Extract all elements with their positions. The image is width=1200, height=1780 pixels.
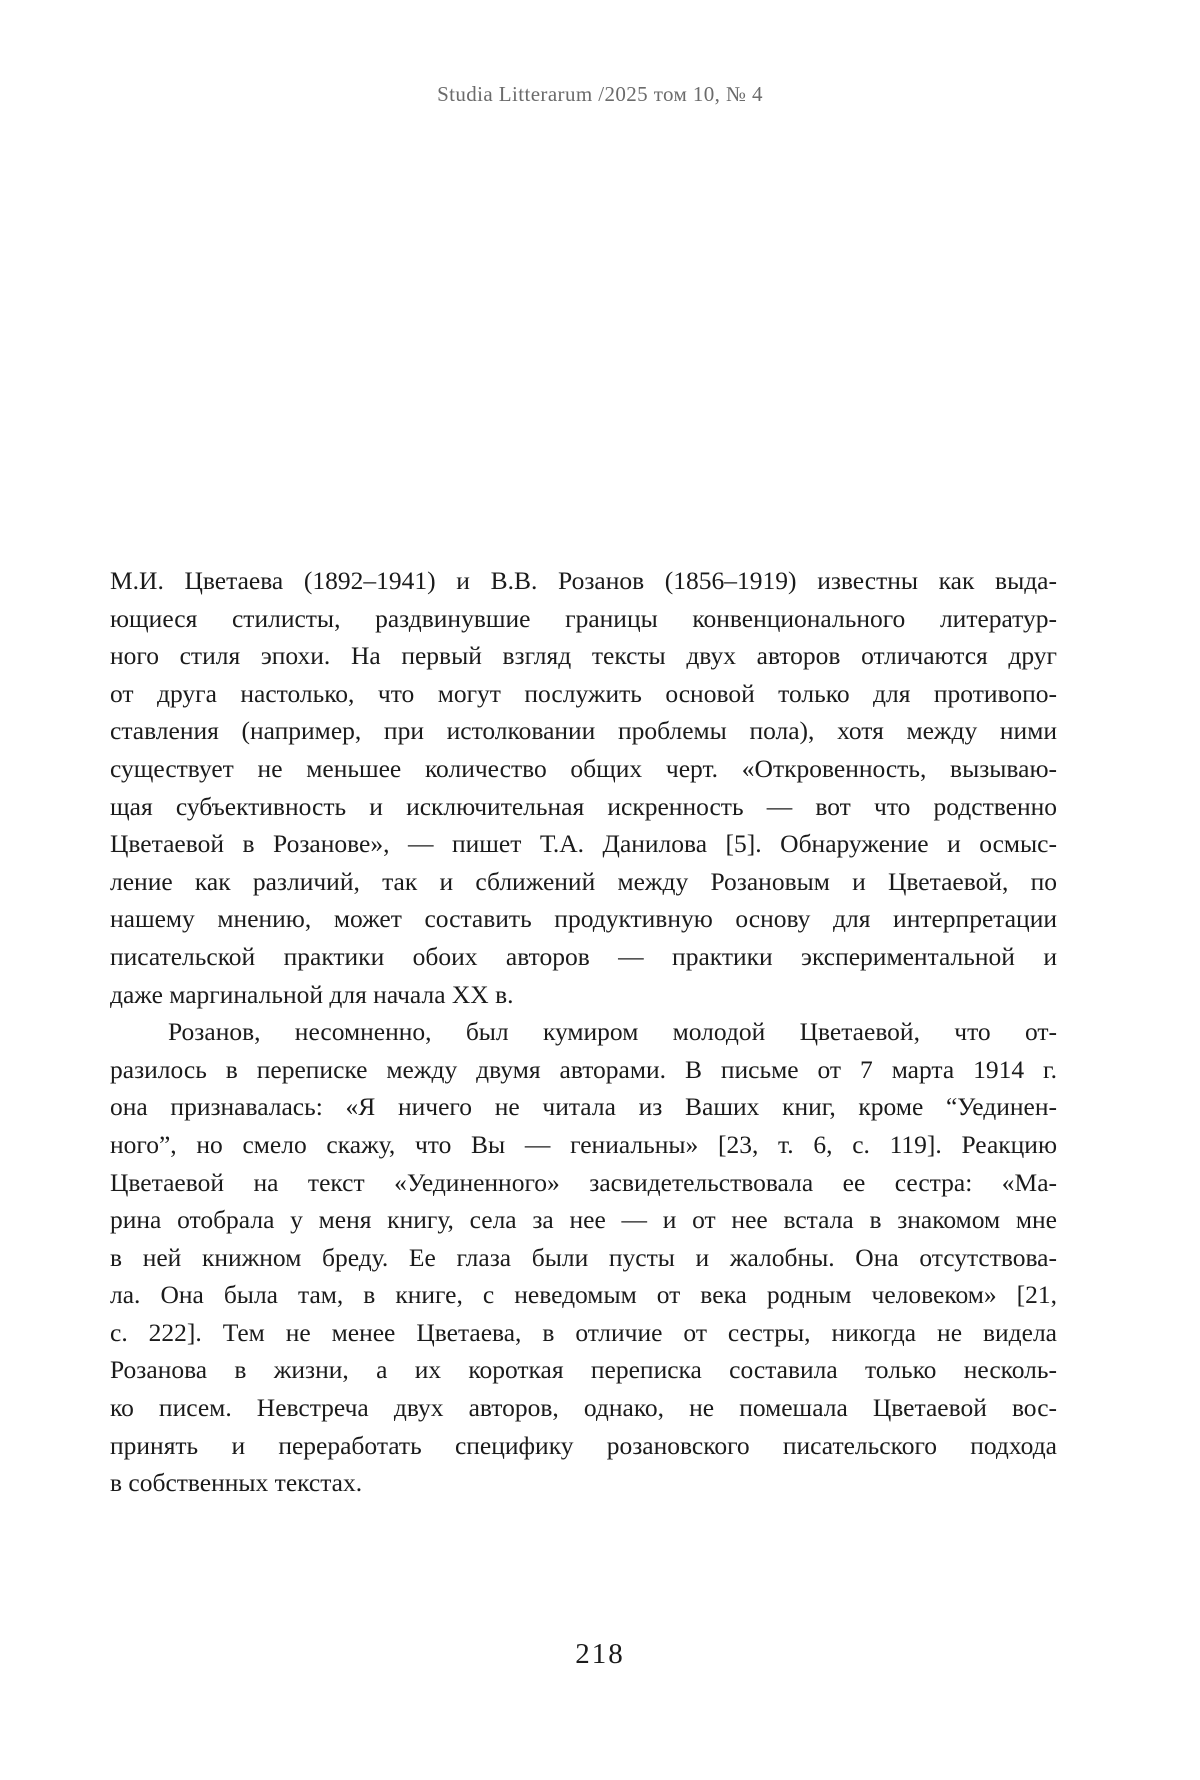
page-number: 218 <box>575 1638 625 1670</box>
text-line: М.И. Цветаева (1892–1941) и В.В. Розанов (1856–1919) известны как выда- <box>110 566 1057 595</box>
text-line: ного стиля эпохи. На первый взгляд тексты двух авторов отличаются друг <box>110 641 1057 671</box>
text-line: ного”, но смело скажу, что Вы — гениальны» [23, т. 6, с. 119]. Реакцию <box>110 1129 1057 1159</box>
text-line: Розанова в жизни, а их короткая переписка составила только несколь- <box>110 1355 1057 1385</box>
paragraph-2 <box>110 1013 1057 1502</box>
running-header: Studia Litterarum /2025 том 10, № 4 <box>437 82 763 106</box>
text-line: нашему мнению, может составить продуктивную основу для интерпретации <box>110 904 1057 934</box>
text-line: Розанов, несомненно, был кумиром молодой Цветаевой, что от- <box>168 1017 1057 1047</box>
text-line: она признавалась: «Я ничего не читала из Ваших книг, кроме “Уединен- <box>110 1092 1057 1122</box>
text-line: щая субъективность и исключительная искренность — вот что родственно <box>110 791 1057 821</box>
text-line: ление как различий, так и сближений между Розановым и Цветаевой, по <box>110 866 1057 896</box>
text-line: даже маргинальной для начала XX в. <box>110 979 514 1009</box>
text-line: ставления (например, при истолковании проблемы пола), хотя между ними <box>110 716 1057 746</box>
text-line: существует не меньшее количество общих черт. «Откровенность, вызываю- <box>110 753 1057 783</box>
text-line: Цветаевой в Розанове», — пишет Т.А. Данилова [5]. Обнаружение и осмыс- <box>110 829 1057 859</box>
article-body <box>110 562 1057 1502</box>
text-line: с. 222]. Тем не менее Цветаева, в отличие от сестры, никогда не видела <box>110 1317 1057 1347</box>
text-line: в собственных текстах. <box>110 1468 363 1498</box>
text-line: ко писем. Невстреча двух авторов, однако, не помешала Цветаевой вос- <box>110 1393 1057 1423</box>
text-line: Цветаевой на текст «Уединенного» засвидетельствовала ее сестра: «Ма- <box>110 1167 1057 1197</box>
text-line: от друга настолько, что могут послужить основой только для противопо- <box>110 678 1057 708</box>
paragraph-1 <box>110 562 1057 1013</box>
text-line: писательской практики обоих авторов — практики экспериментальной и <box>110 941 1057 971</box>
text-line: разилось в переписке между двумя авторами. В письме от 7 марта 1914 г. <box>110 1054 1057 1084</box>
text-line: рина отобрала у меня книгу, села за нее — и от нее встала в знакомом мне <box>110 1205 1057 1235</box>
text-line: принять и переработать специфику розановского писательского подхода <box>110 1430 1057 1460</box>
text-line: ла. Она была там, в книге, с неведомым от века родным человеком» [21, <box>110 1280 1057 1310</box>
text-line: ющиеся стилисты, раздвинувшие границы конвенционального литератур- <box>110 603 1057 633</box>
text-line: в ней книжном бреду. Ее глаза были пусты и жалобны. Она отсутствова- <box>110 1242 1057 1272</box>
